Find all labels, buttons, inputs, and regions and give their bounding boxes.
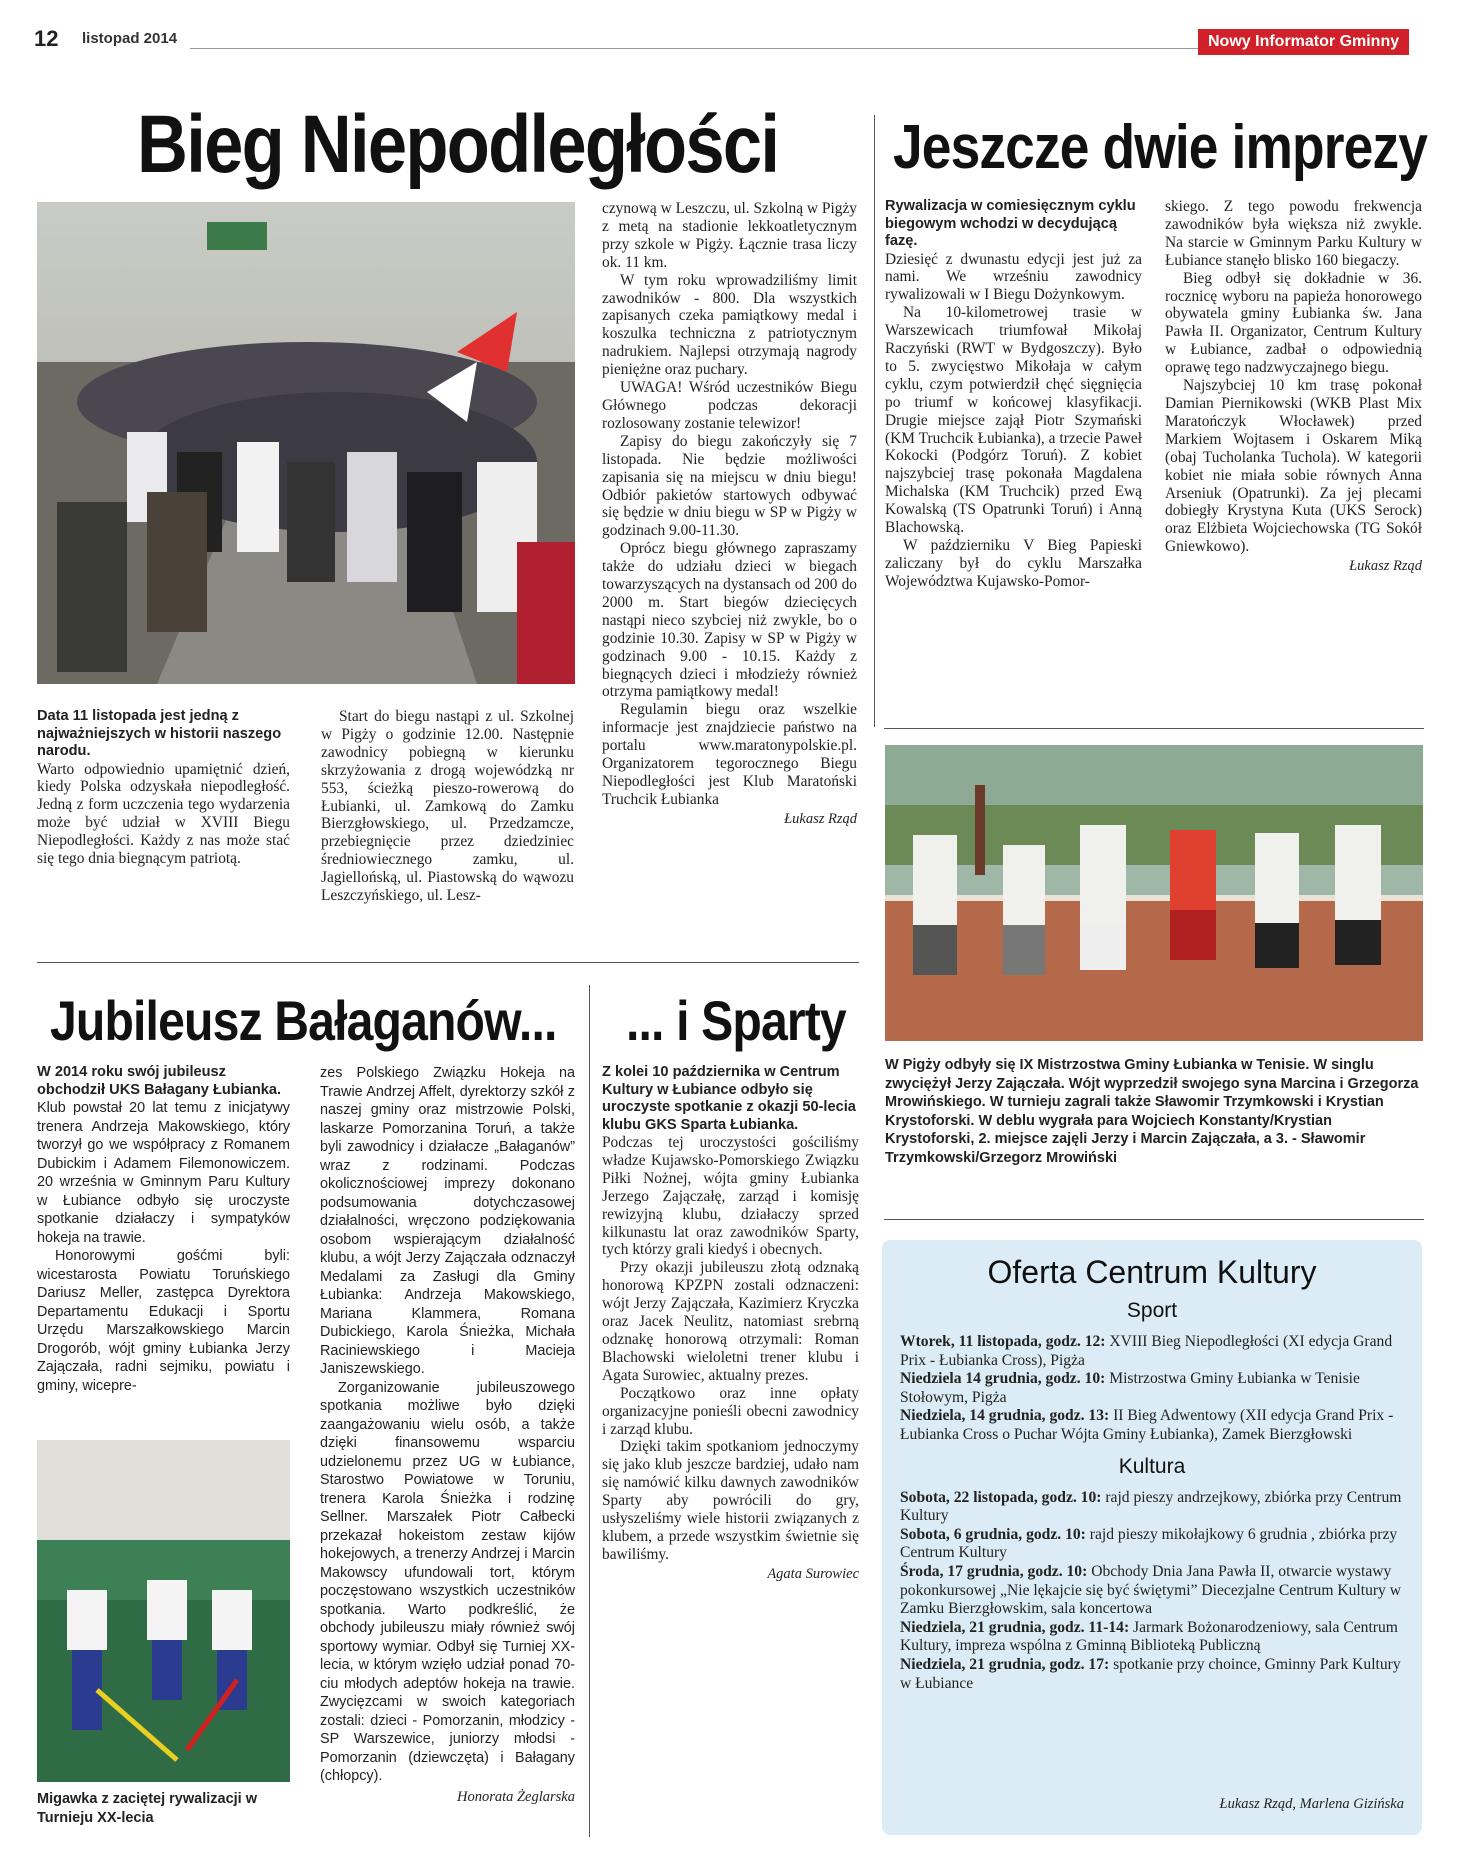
jubileusz-p4: Zorganizowanie jubileuszowego spotkania możliwe było dzięki zaangażowaniu wielu osób, a także dzięki finansowemu wsparciu udzielonemu przez UG w Łubiance, Starostwo Powiatowe w Toruniu, trenera Karola Śnieżka i rodzinę Sellner. Marszałek Piotr Całbecki przekazał hokeistom zestaw kijów hokejowych, a trenerzy Andrzej i Marcin Makowscy ufundowali tort, którym poczęstowano wszystkich uczestników spotkania. Warto podkreślić, że obchody jubileuszu miały również swój sportowy wymiar. Odbył się Turniej XX-lecia, w którym wzięło udział ponad 70-ciu młodych adeptów hokeja na trawie. Zwycięzcami w swoich kategoriach zostali: dzieci - Pomorzanin, młodzicy - SP Warszewice, juniorzy młodsi - Pomorzanin (dziewczęta) i Bałagany (chłopcy). <box>320 1379 575 1784</box>
brand-badge: Nowy Informator Gminny <box>1198 29 1409 55</box>
oferta-sport-when: Niedziela 14 grudnia, godz. 10: <box>900 1370 1106 1388</box>
oferta-kultura-what: spotkanie przy choince, Gminny Park Kultury w Łubiance <box>900 1655 1401 1692</box>
divider-horizontal-right <box>884 728 1424 729</box>
bieg-signature: Łukasz Rząd <box>784 810 857 827</box>
oferta-kultura-when: Środa, 17 grudnia, godz. 10: <box>900 1562 1088 1580</box>
photo-runners <box>37 202 575 684</box>
oferta-sport-what: II Bieg Adwentowy (XII edycja Grand Prix - Łubianka Cross o Puchar Wójta Gminy Łubianka), Zamek Bierzgłowski <box>900 1407 1394 1443</box>
oferta-sport-what: XVIII Bieg Niepodległości (XI edycja Grand Prix - Łubianka Cross), Pigża <box>900 1333 1393 1369</box>
jubileusz-col1 <box>37 1064 290 1395</box>
jubileusz-p1: Klub powstał 20 lat temu z inicjatywy trenera Andrzeja Makowskiego, który tworzył go we współpracy z Romanem Dubickim i Adamem Filemonowiczem. 20 września w Gminnym Paru Kultury w Łubiance odbyło się uroczyste spotkanie działaczy i sympatyków hokeja na trawie. <box>37 1100 290 1246</box>
hockey-image <box>37 1440 290 1782</box>
bieg-p4: Zapisy do biegu zakończyły się 7 listopada. Nie będzie możliwości zapisania się na miejscu w dniu biegu! Odbiór pakietów startowych odbywać się będzie w dniu biegu w SP w Pigży w godzinach 9.00-11.30. <box>602 432 857 540</box>
oferta-signature: Łukasz Rząd, Marlena Gizińska <box>1219 1796 1404 1812</box>
runners-image <box>37 202 575 684</box>
bieg-col1-text: Warto odpowiednio upamiętnić dzień, kiedy Polska odzyskała niepodległość. Jedną z form uczczenia tego wydarzenia może być udział w XVIII Biegu Niepodległości. Każdy z nas może stać się tego dnia biegnącym patriotą. <box>37 760 290 868</box>
oferta-sport-what: Mistrzostwa Gminy Łubianka w Tenisie Stołowym, Pigża <box>900 1370 1360 1406</box>
bieg-lead: Data 11 listopada jest jedną z najważniejszych w historii naszego narodu. <box>37 708 282 759</box>
oferta-kultura-what: rajd pieszy mikołajkowy 6 grudnia , zbiórka przy Centrum Kultury <box>900 1525 1398 1562</box>
oferta-kultura-what: Obchody Dnia Jana Pawła II, otwarcie wystawy pokonkursowej „Nie lękajcie się być świętymi” Diecezjalne Centrum Kultury w Zamku Bierzgłowskim, sala koncertowa <box>900 1562 1402 1618</box>
headline-sparty: ... i Sparty <box>626 989 846 1052</box>
imprezy-p1: Dziesięć z dwunastu edycji jest już za nami. We wrześniu zawodnicy rywalizowali w I Biegu Dożynkowym. <box>885 250 1142 304</box>
oferta-sport-item <box>882 1407 1422 1444</box>
bieg-col2 <box>321 708 574 905</box>
oferta-kultura-what: Jarmark Bożonarodzeniowy, sala Centrum Kultury, impreza wspólna z Gminną Biblioteką Publiczną <box>900 1618 1398 1655</box>
oferta-kultura-item <box>882 1489 1422 1526</box>
oferta-title: Oferta Centrum Kultury <box>987 1254 1317 1290</box>
issue-date: listopad 2014 <box>82 30 178 47</box>
oferta-sport-item <box>882 1370 1422 1407</box>
divider-horizontal-left <box>37 962 859 963</box>
headline-imprezy: Jeszcze dwie imprezy <box>893 113 1428 182</box>
bieg-col1 <box>37 708 290 868</box>
divider-vertical-top <box>874 115 875 727</box>
oferta-kultura-item <box>882 1563 1422 1619</box>
sparty-signature: Agata Surowiec <box>767 1565 859 1582</box>
imprezy-lead: Rywalizacja w comiesięcznym cyklu biegowym wchodzi w decydującą fazę. <box>885 198 1136 249</box>
imprezy-p4: skiego. Z tego powodu frekwencja zawodników była większa niż zwykle. Na starcie w Gminnym Parku Kultury w Łubiance stanęło blisko 160 biegaczy. <box>1165 198 1422 269</box>
oferta-kultura-item <box>882 1656 1422 1693</box>
oferta-kultura-when: Sobota, 6 grudnia, godz. 10: <box>900 1525 1086 1543</box>
photo-hockey <box>37 1440 290 1782</box>
oferta-kultura-when: Niedziela, 21 grudnia, godz. 11-14: <box>900 1618 1130 1636</box>
sparty-p2: Przy okazji jubileuszu złotą odznaką honorową KPZPN zostali odznaczeni: wójt Jerzy Zajączała, Kazimierz Kryczka oraz Jacek Neulitz, natomiast srebrną odznakę honorową otrzymali: Roman Blachowski wieloletni trener klubu i Agata Surowiec, aktualny prezes. <box>602 1259 859 1384</box>
jubileusz-signature: Honorata Żeglarska <box>456 1788 575 1805</box>
imprezy-p3: W październiku V Bieg Papieski zaliczany był do cyklu Marszałka Województwa Kujawsko-Pomor- <box>885 537 1142 590</box>
oferta-sport-item <box>882 1333 1422 1370</box>
oferta-box <box>882 1240 1422 1835</box>
jubileusz-p3: zes Polskiego Związku Hokeja na Trawie Andrzej Affelt, dyrektorzy szkół z naszej gminy oraz mistrzowie Polski, laskarze Pomorzanina Toruń, a także byli zawodnicy i działacze „Bałaganów” wraz z rodzinami. Podczas okolicznościowej imprezy dokonano podsumowania dotychczasowej działalności, wręczono podziękowania osobom wspierającym działalność klubu, a wójt Jerzy Zajączała odznaczył Medalami za Zasługi dla Gminy Łubianka: Andrzeja Makowskiego, Mariana Klammera, Romana Dubickiego, Karola Śnieżka, Michała Raciniewskiego i Macieja Janiszewskiego. <box>320 1065 575 1377</box>
tennis-caption: W Pigży odbyły się IX Mistrzostwa Gminy Łubianka w Tenisie. W singlu zwyciężył Jerzy Zajączała. Wójt wyprzedził swojego syna Marcina i Grzegorza Mrowińskiego. W turnieju zagrali także Sławomir Trzymkowski i Krystian Krystoforski. W deblu wygrała para Wojciech Konstanty/Krystian Krystoforski, 2. miejsce zajęli Jerzy i Marcin Zajączała, a 3. - Sławomir Trzymkowski/Grzegorz Mrowiński <box>885 1057 1419 1166</box>
divider-above-box <box>884 1219 1424 1220</box>
sparty-lead: Z kolei 10 października w Centrum Kultury w Łubiance odbyło się uroczyste spotkanie z okazji 50-lecia klubu GKS Sparta Łubianka. <box>602 1064 856 1133</box>
bieg-p3: UWAGA! Wśród uczestników Biegu Głównego podczas dekoracji rozlosowany zostanie telewizor! <box>602 379 857 432</box>
sparty-p4: Dzięki takim spotkaniom jednoczymy się jako klub jeszcze bardziej, udało nam się namówić kilku dawnych zawodników Sparty aby powrócili do gry, usłyszeliśmy wiele historii związanych z klubem, a przede wszystkim świetnie się bawiliśmy. <box>602 1438 859 1563</box>
imprezy-col2 <box>1165 198 1422 576</box>
oferta-kultura-heading: Kultura <box>1118 1454 1186 1478</box>
headline-jubileusz: Jubileusz Bałaganów... <box>50 989 557 1052</box>
sparty-col <box>602 1064 859 1584</box>
imprezy-p2: Na 10-kilometrowej trasie w Warszewicach triumfował Mikołaj Raczyński (RWT w Bydgoszczy). Było to 5. zwycięstwo Mikołaja w całym cyklu, czym potwierdził chęć sięgnięcia po triumf w końcowej klasyfikacji. Drugie miejsce zajął Piotr Szymański (KM Truchcik Łubianka), a trzecie Paweł Kokocki (Podgórz Toruń). Z kobiet najszybciej trasę pokonała Magdalena Michalska (KM Truchcik) przed Ewą Kowalską (TS Opatrunki Toruń) i Anną Blachowską. <box>885 304 1142 537</box>
divider-vertical-bottom <box>589 985 590 1837</box>
sparty-p3: Początkowo oraz inne opłaty organizacyjne ponieśli obecni zawodnicy i zarząd klubu. <box>602 1384 859 1438</box>
oferta-kultura-when: Niedziela, 21 grudnia, godz. 17: <box>900 1655 1110 1673</box>
oferta-kultura-item <box>882 1526 1422 1563</box>
imprezy-p5: Bieg odbył się dokładnie w 36. rocznicę wyboru na papieża honorowego obywatela gminy Łubianka św. Jana Pawła II. Organizator, Centrum Kultury w Łubiance, zadbał o odpowiednią oprawę tego nadzwyczajnego biegu. <box>1165 269 1422 377</box>
bieg-col3 <box>602 200 857 829</box>
imprezy-p6: Najszybciej 10 km trasę pokonał Damian Piernikowski (WKB Plast Mix Maratończyk Włocławek) przed Markiem Wojtasem i Oskarem Miką (obaj Tucholanka Tuchola). W kategorii kobiet nie miała sobie równych Anna Arseniuk (Opatrunki). Za jej plecami dobiegły Krystyna Kuta (UKS Serock) oraz Elżbieta Wojciechowska (TG Sokół Gniewkowo). <box>1165 377 1422 556</box>
imprezy-signature: Łukasz Rząd <box>1349 558 1422 575</box>
bieg-p2: W tym roku wprowadziliśmy limit zawodników - 800. Dla wszystkich zapisanych czeka pamiątkowy medal i koszulka techniczna z patriotycznym nadrukiem. Najlepsi otrzymają nagrody pieniężne oraz puchary. <box>602 271 857 379</box>
oferta-kultura-item <box>882 1619 1422 1656</box>
bieg-p5: Oprócz biegu głównego zapraszamy także do udziału dzieci w biegach towarzyszących na dystansach od 200 do 2000 m. Start biegów dziecięcych nastąpi nieco szybciej niż zwykle, bo o godzinie 10.30. Zapisy w SP w Pigży w godzinach 9.00 - 10.15. Każdy z biegnących dzieci i młodzieży również otrzyma pamiątkowy medal! <box>602 540 857 701</box>
imprezy-col1 <box>885 198 1142 591</box>
sparty-p1: Podczas tej uroczystości gościliśmy władze Kujawsko-Pomorskiego Związku Piłki Nożnej, wójta gminy Łubianka Jerzego Zajączałę, zarząd i komisję rewizyjną klubu, działaczy sprzed kilkunastu lat oraz zawodników Sparty, tych którzy grali kiedyś i obecnych. <box>602 1134 859 1259</box>
headline-bieg: Bieg Niepodległości <box>137 99 779 190</box>
hockey-caption: Migawka z zaciętej rywalizacji w Turnieju XX-lecia <box>37 1791 258 1826</box>
jubileusz-lead: W 2014 roku swój jubileusz obchodził UKS Bałagany Łubianka. <box>37 1064 282 1098</box>
oferta-sport-when: Niedziela, 14 grudnia, godz. 13: <box>900 1407 1110 1425</box>
bieg-p1: czynową w Leszczu, ul. Szkolną w Pigży z metą na stadionie lekkoatletycznym przy szkole w Pigży. Łącznie trasa liczy ok. 11 km. <box>602 200 857 271</box>
tennis-image <box>885 745 1423 1041</box>
photo-tennis <box>885 745 1423 1041</box>
oferta-sport-when: Wtorek, 11 listopada, godz. 12: <box>900 1333 1106 1350</box>
page-number: 12 <box>34 26 59 51</box>
oferta-kultura-what: rajd pieszy andrzejkowy, zbiórka przy Centrum Kultury <box>900 1488 1402 1525</box>
bieg-p6: Regulamin biegu oraz wszelkie informacje jest znajdziecie państwo na portalu www.maratonypolskie.pl. Organizatorem tegorocznego Biegu Niepodległości jest Klub Maratoński Truchcik Łubianka <box>602 701 857 808</box>
jubileusz-p2: Honorowymi gośćmi byli: wicestarosta Powiatu Toruńskiego Dariusz Meller, zastępca Dyrektora Departamentu Edukacji i Sportu Urzędu Marszałkowskiego Marcin Drogorób, wójt gminy Łubianka Jerzy Zajączała, radni sejmiku, powiatu i gminy, wicepre- <box>37 1248 290 1394</box>
header-rule <box>190 48 1198 49</box>
bieg-col2-text: Start do biegu nastąpi z ul. Szkolnej w Pigży o godzinie 12.00. Następnie zawodnicy pobiegną w kierunku skrzyżowania z drogą wojewódzką nr 553, ścieżką pieszo-rowerową do Łubianki, ul. Zamkową do Zamku Bierzgłowskiego, ul. Przedzamcze, przebiegnięcie przez dziedziniec średniowiecznego zamku, ul. Jagiellońską, ul. Piastowską do wąwozu Leszczyńskiego, ul. Lesz- <box>321 708 574 905</box>
oferta-sport-heading: Sport <box>1126 1299 1178 1322</box>
oferta-kultura-when: Sobota, 22 listopada, godz. 10: <box>900 1488 1102 1506</box>
jubileusz-col2 <box>320 1064 575 1806</box>
